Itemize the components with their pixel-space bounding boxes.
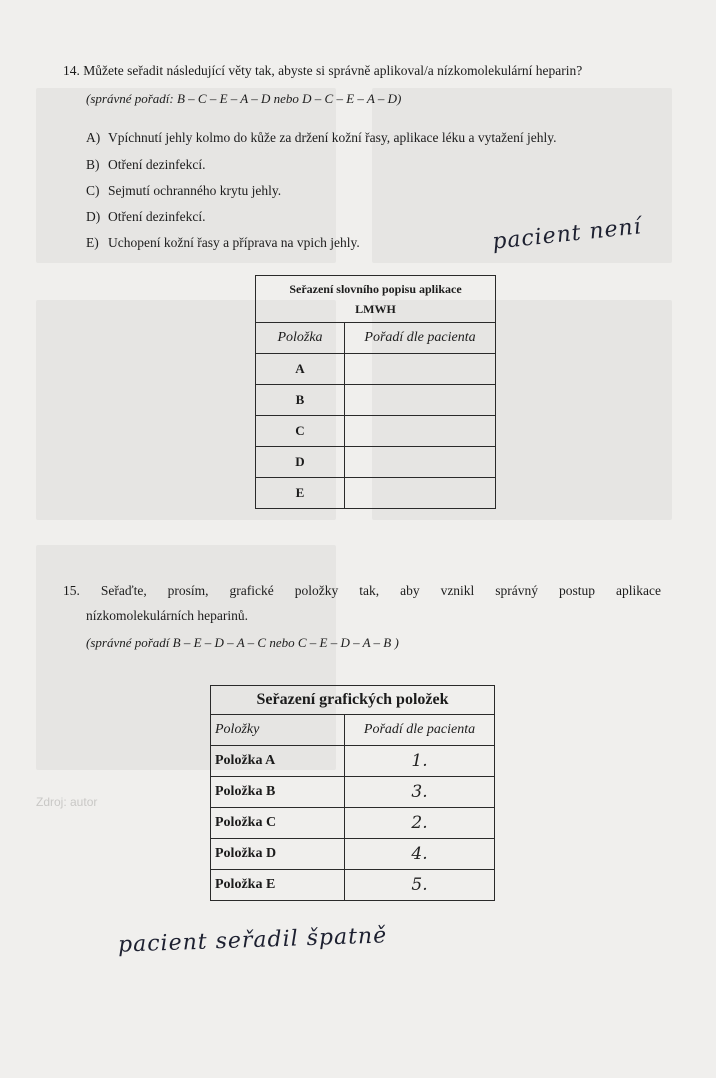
item-name: Položka D <box>211 839 345 870</box>
q14-option <box>86 209 205 225</box>
item-name: Položka C <box>211 808 345 839</box>
table-row <box>211 746 495 777</box>
table-row <box>256 447 496 478</box>
q15-title-line1: 15. Seřaďte, prosím, grafické položky tak, aby vznikl správný postup aplikace <box>63 583 661 598</box>
table-row <box>256 385 496 416</box>
row-letter: E <box>256 478 345 509</box>
option-text: Otření dezinfekcí. <box>108 209 206 224</box>
row-letter: C <box>256 416 345 447</box>
q14-option <box>86 235 360 251</box>
option-text: Vpíchnutí jehly kolmo do kůže za držení kožní řasy, aplikace léku a vytažení jehly. <box>108 130 557 145</box>
q14-handwritten-note: pacient není <box>491 214 643 255</box>
q14-table-header-line1: Seřazení slovního popisu aplikace <box>289 282 462 296</box>
option-text: Uchopení kožní řasy a příprava na vpich jehly. <box>108 235 360 250</box>
handwritten-answer: 1. <box>345 746 495 777</box>
handwritten-answer: 5. <box>345 870 495 901</box>
option-letter: B) <box>86 157 100 172</box>
answer-cell <box>345 385 496 416</box>
option-letter: A) <box>86 130 101 145</box>
option-text: Otření dezinfekcí. <box>108 157 206 172</box>
q15-col-items: Položky <box>211 715 345 746</box>
handwritten-answer: 4. <box>345 839 495 870</box>
handwritten-answer: 2. <box>345 808 495 839</box>
showthrough-caption: Zdroj: autor <box>36 795 98 809</box>
table-row <box>256 416 496 447</box>
q14-hint: (správné pořadí: B – C – E – A – D nebo D – C – E – A – D) <box>86 91 402 106</box>
item-name: Položka B <box>211 777 345 808</box>
table-row <box>256 478 496 509</box>
table-row <box>256 354 496 385</box>
table-row <box>211 808 495 839</box>
answer-cell <box>345 447 496 478</box>
q14-title: 14. Můžete seřadit následující věty tak, abyste si správně aplikoval/a nízkomolekulární heparin? <box>63 63 583 78</box>
item-name: Položka E <box>211 870 345 901</box>
item-name: Položka A <box>211 746 345 777</box>
option-text: Sejmutí ochranného krytu jehly. <box>108 183 282 198</box>
row-letter: B <box>256 385 345 416</box>
q14-option <box>86 157 205 173</box>
q14-table-header <box>256 276 496 323</box>
q15-hint: (správné pořadí B – E – D – A – C nebo C – E – D – A – B ) <box>86 635 399 650</box>
table-row <box>211 839 495 870</box>
option-letter: E) <box>86 235 99 250</box>
q14-col-order: Pořadí dle pacienta <box>345 323 496 354</box>
row-letter: A <box>256 354 345 385</box>
q14-order-table <box>255 275 496 509</box>
row-letter: D <box>256 447 345 478</box>
answer-cell <box>345 354 496 385</box>
q15-col-order: Pořadí dle pacienta <box>345 715 495 746</box>
q14-option <box>86 183 281 199</box>
q14-col-item: Položka <box>256 323 345 354</box>
q14-option <box>86 130 556 146</box>
q15-order-table <box>210 685 495 901</box>
answer-cell <box>345 416 496 447</box>
option-letter: D) <box>86 209 101 224</box>
q15-table-header: Seřazení grafických položek <box>211 686 495 715</box>
answer-cell <box>345 478 496 509</box>
handwritten-answer: 3. <box>345 777 495 808</box>
q15-handwritten-note: pacient seřadil špatně <box>117 923 388 958</box>
option-letter: C) <box>86 183 100 198</box>
q15-title-line2: nízkomolekulárních heparinů. <box>86 608 248 623</box>
q14-table-header-line2: LMWH <box>355 302 396 316</box>
table-row <box>211 777 495 808</box>
table-row <box>211 870 495 901</box>
